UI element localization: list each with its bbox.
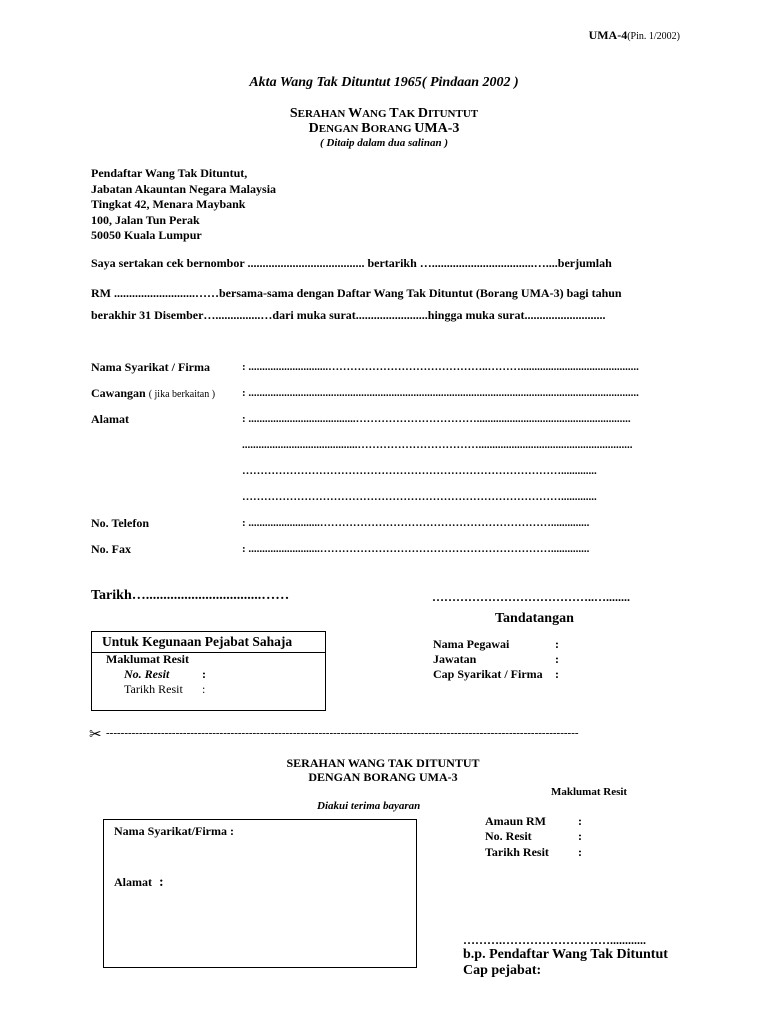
address-field-3[interactable]: ……………………………………………………………………………............. — [242, 465, 597, 477]
form-version: (Pin. 1/2002) — [627, 31, 680, 42]
title-cap: D — [308, 121, 319, 136]
slip-company-box — [103, 819, 417, 968]
branch-label — [91, 386, 215, 401]
slip-address-label — [114, 875, 164, 891]
address-line: Tingkat 42, Menara Maybank — [91, 197, 246, 211]
title-cap: S — [289, 106, 298, 121]
office-receipt-no-colon: : — [202, 667, 206, 681]
title-smallcaps: ORANG — [370, 123, 415, 135]
officer-name-colon: : — [555, 637, 559, 651]
officer-stamp-colon: : — [555, 667, 559, 681]
officer-stamp-label: Cap Syarikat / Firma — [433, 667, 543, 681]
phone-label: No. Telefon — [91, 516, 150, 530]
date-field[interactable]: Tarikh….................................…… — [91, 588, 290, 603]
address-field-2[interactable]: ..........................................……………………………........................................................ — [242, 439, 633, 451]
title-line-2 — [0, 119, 768, 137]
address-line: Jabatan Akauntan Negara Malaysia — [91, 181, 277, 196]
phone-field[interactable]: : ..........................……………………………………………………….............. — [242, 517, 590, 529]
form-code-text: UMA-4 — [588, 28, 628, 42]
slip-registrar: b.p. Pendaftar Wang Tak Dituntut — [463, 947, 668, 962]
slip-receipt-date-colon: : — [578, 845, 582, 859]
declaration-line-2: RM ...........................……bersama-sama dengan Daftar Wang Tak Dituntut (Borang UMA-3) bagi tahun — [91, 286, 622, 300]
company-label: Nama Syarikat / Firma — [91, 360, 210, 374]
slip-acknowledged: Diakui terima bayaran — [317, 800, 421, 812]
office-receipt-date-label: Tarikh Resit — [124, 682, 183, 696]
branch-field[interactable]: : .............................................................................................................................................. — [242, 387, 639, 399]
title-smallcaps: ANG — [362, 108, 390, 120]
branch-label-note: ( jika berkaitan ) — [148, 389, 216, 400]
act-title: Akta Wang Tak Dituntut 1965( Pindaan 2002 ) — [249, 75, 519, 90]
slip-signature-line[interactable]: ……….………………………............ — [463, 933, 646, 947]
declaration-line-3: berakhir 31 Disember…...............…dari muka surat........................hingga muka surat........................... — [91, 308, 606, 322]
office-use-title: Untuk Kegunaan Pejabat Sahaja — [102, 634, 293, 649]
title-smallcaps: ENGAN — [318, 123, 362, 135]
slip-title-1: SERAHAN WANG TAK DITUNTUT — [286, 756, 480, 770]
address-field-1[interactable]: : .......................................……………………………........................................................ — [242, 413, 631, 425]
signature-label: Tandatangan — [495, 611, 574, 626]
title-cap: W — [348, 106, 363, 121]
title-cap: D — [417, 106, 428, 121]
office-receipt-date-colon: : — [202, 682, 206, 696]
slip-office-stamp: Cap pejabat: — [463, 963, 542, 978]
slip-company-label: Nama Syarikat/Firma : — [114, 824, 234, 838]
slip-receipt-no-colon: : — [578, 829, 582, 843]
signature-line[interactable]: …………………………………..…........ — [432, 590, 630, 604]
address-field-4[interactable]: ……………………………………………………………………………............. — [242, 491, 597, 503]
address-label: Alamat — [91, 412, 129, 426]
officer-name-label: Nama Pegawai — [433, 637, 510, 651]
slip-receipt-heading: Maklumat Resit — [551, 786, 628, 798]
address-line: 50050 Kuala Lumpur — [91, 228, 202, 242]
fax-label: No. Fax — [91, 542, 131, 556]
officer-position-label: Jawatan — [433, 652, 477, 666]
title-smallcaps: ERAHAN — [297, 108, 349, 120]
slip-address-label-text: Alamat — [114, 875, 152, 889]
fax-field[interactable]: : ..........................……………………………………………………….............. — [242, 543, 590, 555]
officer-position-colon: : — [555, 652, 559, 666]
slip-amount-colon: : — [578, 814, 582, 828]
slip-receipt-no-label: No. Resit — [485, 829, 532, 843]
form-code — [589, 28, 680, 43]
address-line: 100, Jalan Tun Perak — [91, 212, 200, 227]
slip-title-2: DENGAN BORANG UMA-3 — [308, 770, 458, 784]
scissors-icon: ✂ — [89, 727, 102, 743]
address-line: Pendaftar Wang Tak Dituntut, — [91, 166, 248, 180]
slip-receipt-date-label: Tarikh Resit — [485, 845, 549, 859]
title-smallcaps: ITUNTUT — [428, 108, 479, 120]
title-cap: B — [361, 121, 371, 136]
cut-line: --------------------------------------------------------------------------------------------------------------------------------- — [106, 727, 579, 739]
declaration-line-1: Saya sertakan cek bernombor ....................................... bertarikh …..................................…....berjumlah — [91, 256, 612, 270]
title-smallcaps: AK — [398, 108, 418, 120]
office-receipt-heading: Maklumat Resit — [106, 652, 189, 666]
slip-amount-label: Amaun RM — [485, 814, 547, 828]
company-field[interactable]: : .............................……………………………………..………........................................... — [242, 361, 639, 373]
title-cap: UMA-3 — [414, 121, 460, 136]
branch-label-text: Cawangan — [91, 386, 146, 400]
title-cap: T — [389, 106, 399, 121]
title-note: ( Ditaip dalam dua salinan ) — [319, 137, 449, 149]
office-receipt-no-label: No. Resit — [124, 667, 170, 681]
address-block — [91, 166, 276, 244]
slip-address-colon: : — [159, 875, 164, 890]
